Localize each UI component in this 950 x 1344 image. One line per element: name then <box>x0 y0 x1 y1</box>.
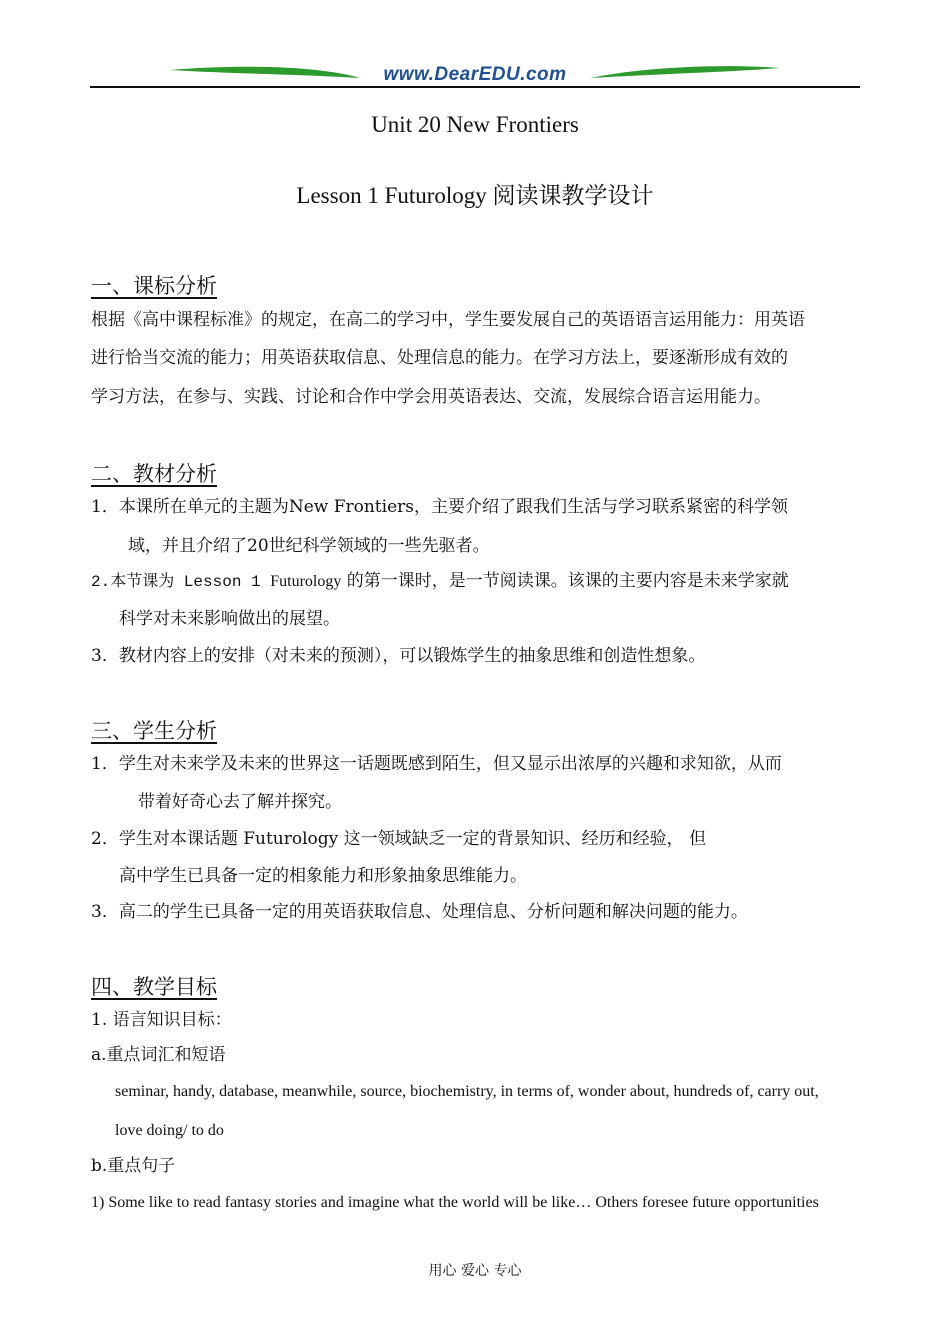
s2-item-3: 3．教材内容上的安排（对未来的预测），可以锻炼学生的抽象思维和创造性想象。 <box>91 646 706 666</box>
s2-item-2a-word: Futurology <box>270 573 342 590</box>
s4-vocab-line-1: seminar, handy, database, meanwhile, source, biochemistry, in terms of, wonder about, hundreds of, carry out, <box>115 1083 819 1100</box>
unit-title: Unit 20 New Frontiers <box>371 112 579 137</box>
s3-item-2b: 高中学生已具备一定的相象能力和形象抽象思维能力。 <box>119 866 527 886</box>
section-heading-4: 四、教学目标 <box>91 975 217 999</box>
section-heading-1: 一、课标分析 <box>91 274 217 298</box>
s1-line-2: 进行恰当交流的能力；用英语获取信息、处理信息的能力。在学习方法上，要逐渐形成有效的 <box>91 348 788 368</box>
s1-line-1: 根据《高中课程标准》的规定，在高二的学习中，学生要发展自己的英语语言运用能力：用英语 <box>91 310 805 330</box>
lesson-title: Lesson 1 Futurology 阅读课教学设计 <box>296 183 654 208</box>
section-heading-3: 三、学生分析 <box>91 719 217 743</box>
s4-sub-a: a.重点词汇和短语 <box>91 1045 226 1065</box>
header-site-name[interactable]: www.DearEDU.com <box>383 64 567 85</box>
s2-item-2a-pre: 2.本节课为 Lesson 1 <box>91 573 271 591</box>
s4-sub-1: 1. 语言知识目标： <box>91 1010 232 1030</box>
page-header <box>90 60 860 90</box>
s4-sentence-1: 1) Some like to read fantasy stories and imagine what the world will be like… Others foresee future opportunities <box>91 1194 819 1211</box>
header-rule <box>90 86 860 88</box>
s3-item-1b: 带着好奇心去了解并探究。 <box>138 792 342 812</box>
s3-item-1a: 1．学生对未来学及未来的世界这一话题既感到陌生，但又显示出浓厚的兴趣和求知欲，从而 <box>91 754 782 774</box>
s2-item-2a <box>91 571 789 592</box>
s2-item-1a: 1．本课所在单元的主题为New Frontiers，主要介绍了跟我们生活与学习联系紧密的科学领 <box>91 497 788 517</box>
s2-item-1b: 域，并且介绍了20世纪科学领域的一些先驱者。 <box>128 536 490 556</box>
s1-line-3: 学习方法，在参与、实践、讨论和合作中学会用英语表达、交流，发展综合语言运用能力。 <box>91 387 771 407</box>
s4-vocab-line-2: love doing/ to do <box>115 1122 224 1139</box>
s2-item-2a-post: 的第一课时，是一节阅读课。该课的主要内容是未来学家就 <box>341 571 789 591</box>
s3-item-2a: 2．学生对本课话题 Futurology 这一领域缺乏一定的背景知识、经历和经验， 但 <box>91 829 707 849</box>
s2-item-2b: 科学对未来影响做出的展望。 <box>119 609 340 629</box>
s3-item-3: 3．高二的学生已具备一定的用英语获取信息、处理信息、分析问题和解决问题的能力。 <box>91 902 748 922</box>
section-heading-2: 二、教材分析 <box>91 462 217 486</box>
page-footer: 用心 爱心 专心 <box>428 1263 522 1279</box>
s4-sub-b: b.重点句子 <box>91 1156 176 1176</box>
